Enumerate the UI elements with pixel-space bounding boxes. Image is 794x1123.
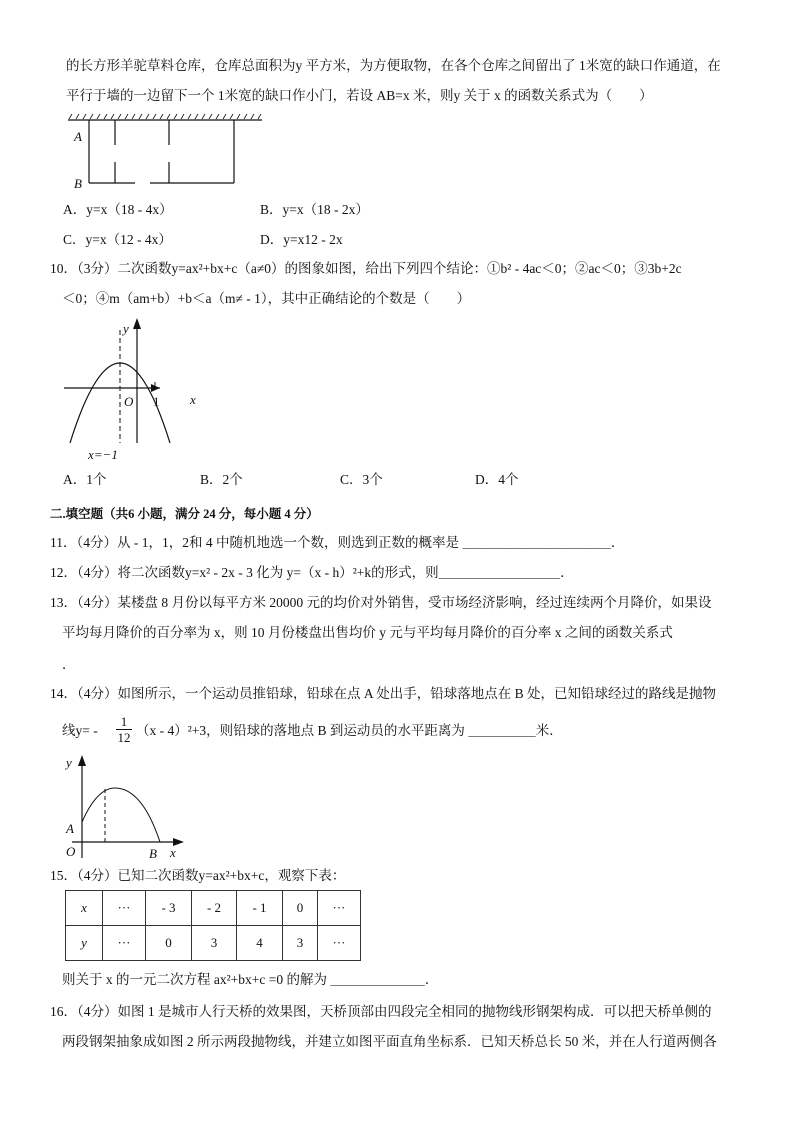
table-cell: 3: [192, 926, 237, 961]
q13-text-line1: 13．（4分）某楼盘 8 月份以每平方米 20000 元的均价对外销售，受市场经济影响，经过连续两个月降价，如果设: [50, 595, 712, 610]
q9-text-line1: 的长方形羊驼草料仓库，仓库总面积为y 平方米，为方便取物，在各个仓库之间留出了 1米宽的缺口作通道，在: [66, 58, 721, 73]
q10-text-line1: 10．（3分）二次函数y=ax²+bx+c（a≠0）的图象如图，给出下列四个结论：①b² - 4ac＜0；②ac＜0；③3b+2c: [50, 261, 682, 276]
q14-text-line1: 14．（4分）如图所示，一个运动员推铅球，铅球在点 A 处出手，铅球落地点在 B 处，已知铅球经过的路线是抛物: [50, 686, 717, 701]
table-cell: ···: [318, 891, 361, 926]
q10-parabola-figure: [60, 318, 210, 463]
q14-shotput-figure: [62, 755, 192, 860]
q15-text-line1: 15．（4分）已知二次函数y=ax²+bx+c，观察下表：: [50, 868, 346, 883]
y-axis-label: y: [123, 321, 129, 336]
q13-text-line2: 平均每月降价的百分率为 x，则 10 月份楼盘出售均价 y 元与平均每月降价的百分率 x 之间的函数关系式: [62, 625, 673, 640]
q11-text: 11．（4分）从 - 1，1，2和 4 中随机地选一个数，则选到正数的概率是 ＿＿＿＿＿＿＿＿＿＿＿．: [50, 535, 625, 550]
y-axis-label: y: [66, 755, 72, 770]
section-heading-fill-blank: 二.填空题（共6 小题，满分 24 分，每小题 4 分）: [50, 507, 319, 521]
table-cell: ···: [103, 926, 146, 961]
q10-option-d[interactable]: D．4个: [475, 472, 519, 487]
q10-option-c[interactable]: C．3个: [340, 472, 383, 487]
origin-label: O: [66, 844, 76, 859]
q10-option-b[interactable]: B．2个: [200, 472, 243, 487]
fraction: [116, 714, 132, 745]
table-row-y: [66, 926, 361, 961]
q9-option-a[interactable]: A．y=x（18 - 4x）: [63, 202, 173, 217]
axis-of-symmetry-label: x=−1: [88, 447, 118, 462]
origin-label: O: [124, 394, 134, 409]
point-a-label: A: [66, 821, 74, 836]
table-cell: - 3: [146, 891, 192, 926]
q9-option-d[interactable]: D．y=x12 - 2x: [260, 232, 343, 247]
q9-warehouse-figure: [66, 112, 266, 192]
q10-text-line2: ＜0；④m（am+b）+b＜a（m≠ - 1），其中正确结论的个数是（ ）: [62, 291, 471, 306]
q16-text-line1: 16．（4分）如图 1 是城市人行天桥的效果图，天桥顶部由四段完全相同的抛物线形钢架构成．可以把天桥单侧的: [50, 1004, 712, 1019]
q14-text-line2a: 线y= -: [62, 723, 98, 738]
point-b-label: B: [149, 846, 157, 861]
q16-text-line2: 两段钢架抽象成如图 2 所示两段抛物线，并建立如图平面直角坐标系．已知天桥总长 50 米，并在人行道两侧各: [62, 1034, 717, 1049]
table-row-x: [66, 891, 361, 926]
fraction-numerator: 1: [116, 714, 132, 730]
q14-text-line2b: （x - 4）²+3，则铅球的落地点 B 到运动员的水平距离为 ＿＿＿＿＿米．: [136, 723, 563, 738]
table-cell: ···: [103, 891, 146, 926]
table-cell: 4: [237, 926, 283, 961]
table-cell: - 1: [237, 891, 283, 926]
table-cell: - 2: [192, 891, 237, 926]
table-cell: x: [66, 891, 103, 926]
x-axis-label: x: [190, 392, 196, 407]
table-cell: 0: [146, 926, 192, 961]
label-b: B: [74, 176, 82, 191]
q13-text-line3: ．: [62, 657, 76, 672]
q12-text: 12．（4分）将二次函数y=x² - 2x - 3 化为 y=（x - h）²+k的形式，则＿＿＿＿＿＿＿＿＿．: [50, 565, 574, 580]
value-table: [65, 890, 361, 961]
x-axis-label: x: [170, 845, 176, 860]
q9-option-b[interactable]: B．y=x（18 - 2x）: [260, 202, 369, 217]
table-cell: ···: [318, 926, 361, 961]
table-cell: 0: [283, 891, 318, 926]
q9-option-c[interactable]: C．y=x（12 - 4x）: [63, 232, 172, 247]
fraction-denominator: 12: [117, 730, 131, 745]
tick-1-label: 1: [153, 394, 160, 409]
label-a: A: [74, 129, 82, 144]
q10-option-a[interactable]: A．1个: [63, 472, 107, 487]
table-cell: 3: [283, 926, 318, 961]
table-cell: y: [66, 926, 103, 961]
q15-text-line2: 则关于 x 的一元二次方程 ax²+bx+c =0 的解为 ＿＿＿＿＿＿＿．: [62, 972, 439, 987]
q9-text-line2: 平行于墙的一边留下一个 1米宽的缺口作小门，若设 AB=x 米，则y 关于 x 的函数关系式为（ ）: [66, 88, 653, 103]
